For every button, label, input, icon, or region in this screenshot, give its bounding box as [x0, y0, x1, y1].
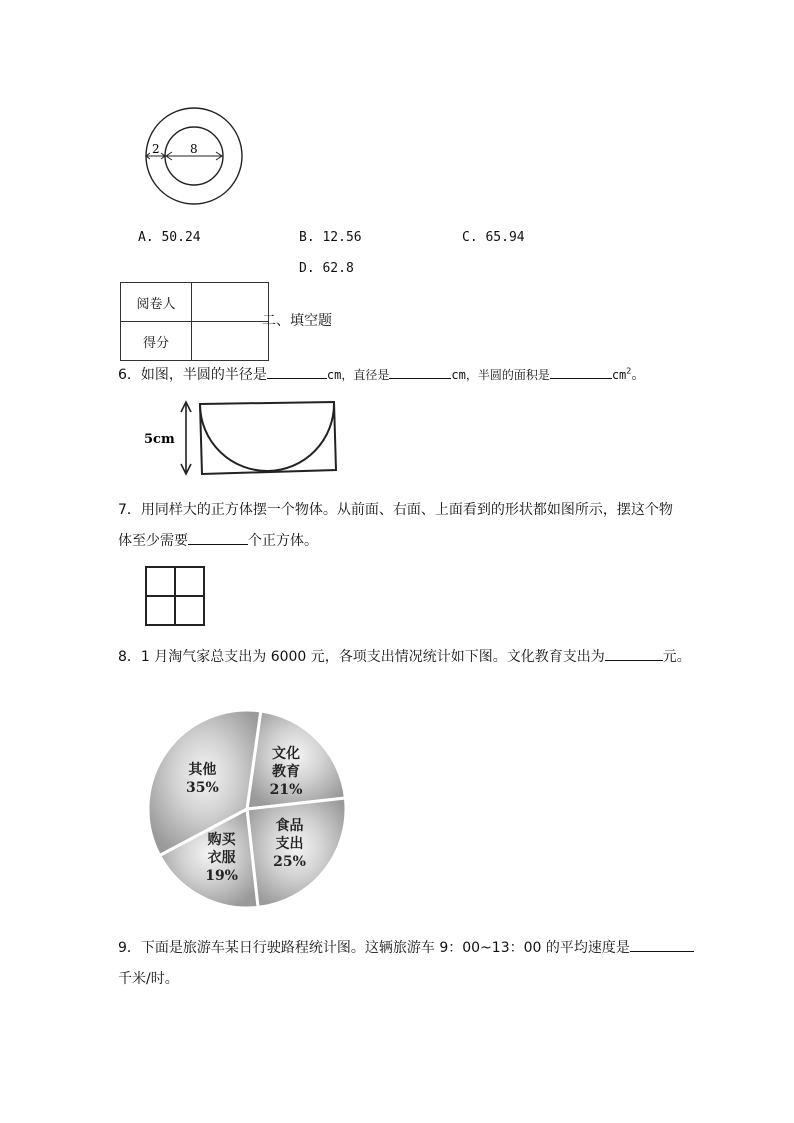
q9-blank[interactable] — [630, 937, 694, 952]
score-label: 得分 — [121, 322, 192, 361]
pie-label-1-0: 食品 — [275, 817, 304, 834]
q6-prefix: 6．如图，半圆的半径是 — [118, 367, 267, 383]
q7-prefix: 体至少需要 — [118, 533, 188, 549]
pie-label-0-2: 21% — [269, 782, 303, 799]
question-9-line1 — [118, 937, 694, 957]
square-grid-figure — [144, 565, 206, 627]
option-d[interactable]: D. 62.8 — [299, 261, 354, 276]
option-b[interactable]: B. 12.56 — [299, 230, 362, 245]
q8-blank[interactable] — [605, 646, 663, 661]
q6-end: 。 — [631, 367, 646, 383]
pie-label-3-1: 35% — [185, 779, 219, 796]
pie-label-2-0: 购买 — [207, 832, 236, 849]
pie-label-0-0: 文化 — [272, 746, 301, 763]
reviewer-label: 阅卷人 — [121, 283, 192, 322]
q6-blank-diameter[interactable] — [389, 364, 451, 379]
q8-prefix: 8．1 月淘气家总支出为 6000 元，各项支出情况统计如下图。文化教育支出为 — [118, 649, 605, 665]
pie-label-2-2: 19% — [205, 868, 239, 885]
height-label: 5cm — [144, 432, 175, 447]
rectangle — [200, 402, 336, 474]
q8-suffix: 元。 — [662, 649, 691, 665]
diameter-label: 8 — [190, 142, 198, 156]
semicircle — [200, 403, 334, 471]
q6-unit2: cm，半圆的面积是 — [451, 368, 550, 382]
score-table — [120, 282, 269, 361]
question-7-line1: 7．用同样大的正方体摆一个物体。从前面、右面、上面看到的形状都如图所示，摆这个物 — [118, 502, 673, 518]
question-8 — [118, 646, 691, 666]
pie-label-2-1: 衣服 — [207, 850, 236, 867]
q9-prefix: 9．下面是旅游车某日行驶路程统计图。这辆旅游车 9：00~13：00 的平均速度是 — [118, 940, 630, 956]
gap-label: 2 — [152, 142, 160, 156]
q6-blank-area[interactable] — [550, 364, 612, 379]
q6-unit1: cm，直径是 — [326, 368, 390, 382]
ring-figure — [140, 104, 250, 208]
section-title: 二、填空题 — [262, 313, 332, 329]
semicircle-figure — [140, 396, 342, 478]
pie-label-1-2: 25% — [273, 853, 306, 870]
question-9-line2: 千米/时。 — [118, 971, 179, 987]
score-cell[interactable] — [192, 322, 269, 361]
q7-blank[interactable] — [188, 530, 248, 545]
question-6 — [118, 364, 645, 384]
pie-label-1-1: 支出 — [275, 835, 304, 852]
pie-chart — [144, 702, 350, 916]
q6-blank-radius[interactable] — [267, 364, 327, 379]
reviewer-cell[interactable] — [192, 283, 269, 322]
question-7-line2 — [118, 530, 318, 550]
pie-label-3-0: 其他 — [188, 761, 217, 778]
q6-unit3: cm — [611, 368, 627, 382]
q6-superscript: 2 — [626, 366, 632, 376]
pie-slice-1 — [247, 798, 346, 907]
option-a[interactable]: A. 50.24 — [138, 230, 201, 245]
option-c[interactable]: C. 65.94 — [462, 230, 525, 245]
pie-label-0-1: 教育 — [272, 764, 301, 781]
q7-suffix: 个正方体。 — [248, 533, 318, 549]
